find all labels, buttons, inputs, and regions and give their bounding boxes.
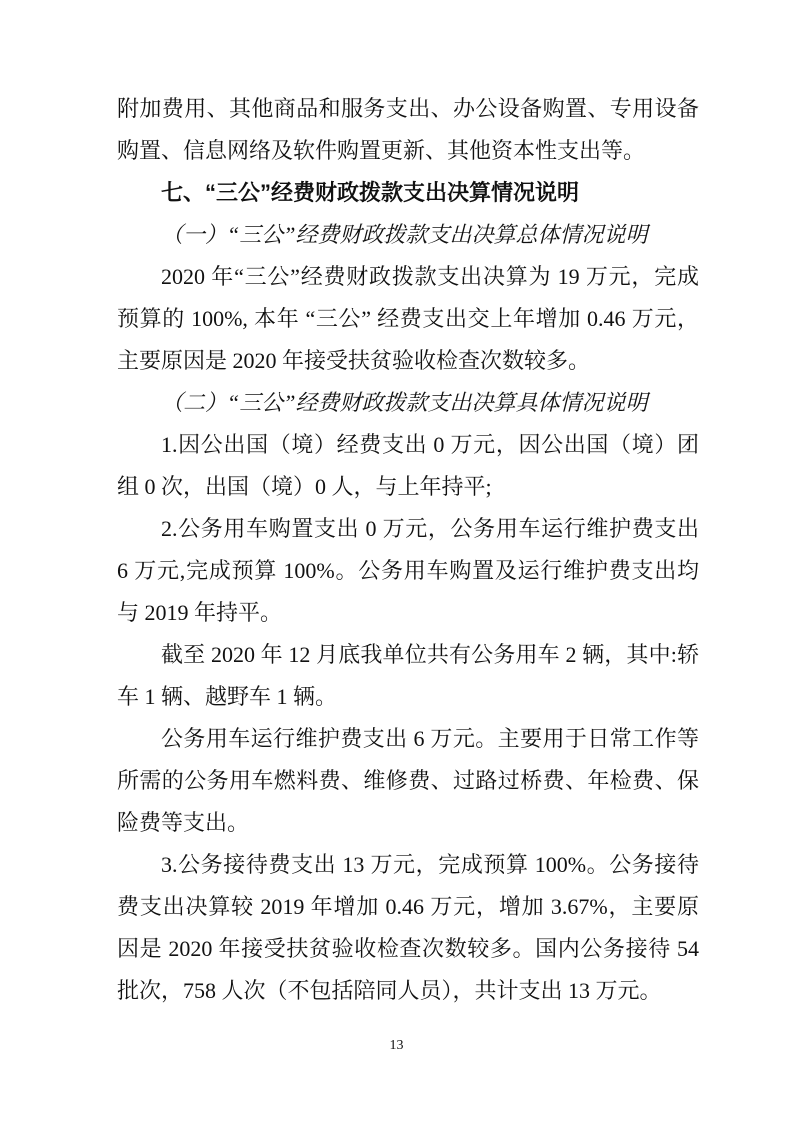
subsection-heading-two: （二）“三公”经费财政拨款支出决算具体情况说明 [161, 390, 648, 415]
paragraph-continuation: 附加费用、其他商品和服务支出、办公设备购置、专用设备购置、信息网络及软件购置更新、其他资本性支出等。 [117, 96, 699, 163]
page-number: 13 [389, 1038, 404, 1053]
paragraph-vehicle-expense: 2.公务用车购置支出 0 万元，公务用车运行维护费支出 6 万元,完成预算 100%。公务用车购置及运行维护费支出均与 2019 年持平。 [117, 516, 699, 625]
paragraph-abroad-expense: 1.因公出国（境）经费支出 0 万元，因公出国（境）团组 0 次，出国（境）0 人，与上年持平; [117, 432, 699, 499]
document-body [117, 88, 699, 1012]
paragraph-reception-expense: 3.公务接待费支出 13 万元，完成预算 100%。公务接待费支出决算较 2019 年增加 0.46 万元，增加 3.67%，主要原因是 2020 年接受扶贫验收检查次数较多。国内公务接待 54 批次，758 人次（不包括陪同人员），共计支出 13 万元。 [117, 852, 699, 1003]
paragraph-vehicle-maintenance: 公务用车运行维护费支出 6 万元。主要用于日常工作等所需的公务用车燃料费、维修费、过路过桥费、年检费、保险费等支出。 [117, 726, 699, 835]
paragraph-vehicle-count: 截至 2020 年 12 月底我单位共有公务用车 2 辆，其中:轿车 1 辆、越野车 1 辆。 [117, 642, 699, 709]
paragraph-overall-situation: 2020 年“三公”经费财政拨款支出决算为 19 万元，完成预算的 100%, 本年 “三公” 经费支出交上年增加 0.46 万元，主要原因是 2020 年接受扶贫验收检查次数较多。 [117, 264, 699, 373]
subsection-heading-one: （一）“三公”经费财政拨款支出决算总体情况说明 [161, 222, 648, 247]
section-heading-seven: 七、“三公”经费财政拨款支出决算情况说明 [161, 180, 580, 205]
